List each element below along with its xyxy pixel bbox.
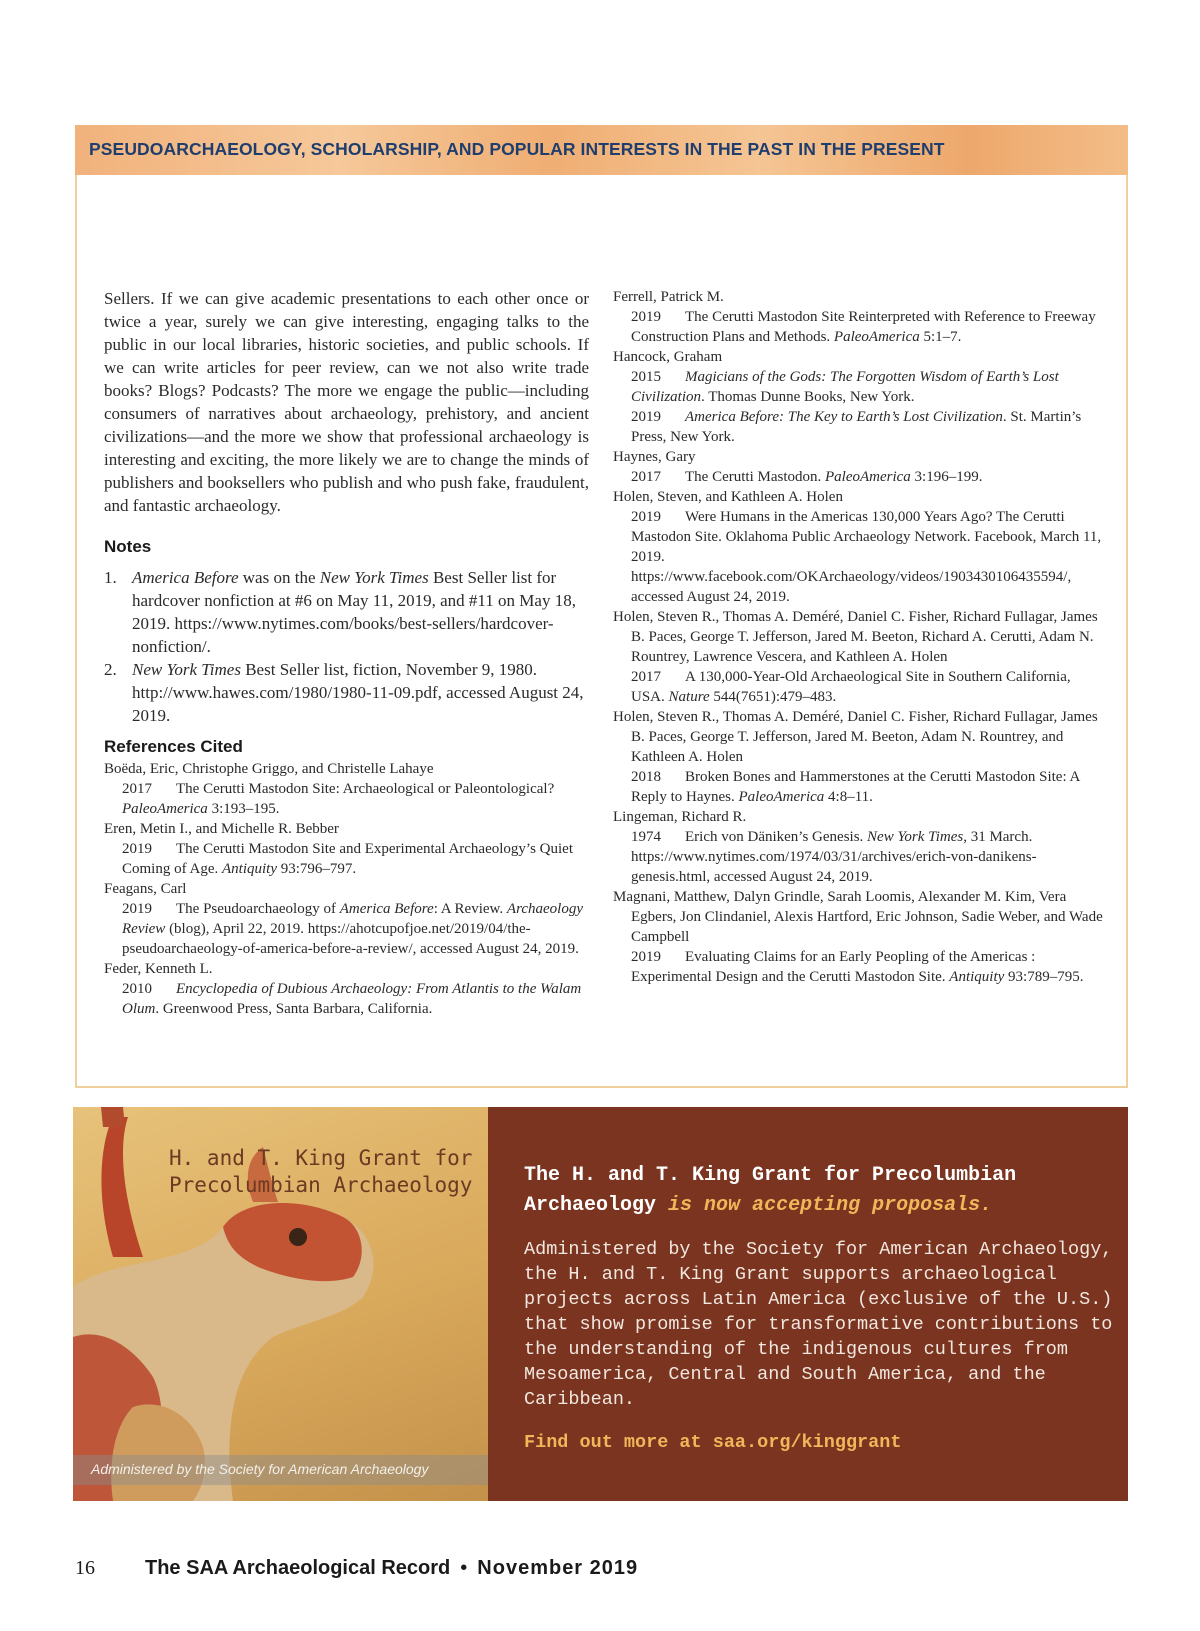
grant-ad-image — [73, 1107, 488, 1501]
section-banner — [75, 125, 1128, 175]
reference-link[interactable]: , 31 March. https://www.nytimes.com/1974/03/31/archives/erich-von-danikens-genesis.html, accessed August 24, 2019. — [631, 829, 1037, 885]
ad-image-caption: Administered by the Society for American Archaeology — [73, 1455, 488, 1485]
reference-item: Lingeman, Richard R. 1974 Erich von Däniken’s Genesis. New York Times, 31 March. https://www.nytimes.com/1974/03/31/archives/erich-von-danikens-genesis.html, accessed August 24, 2019. — [613, 809, 1037, 885]
section-title: PSEUDOARCHAEOLOGY, SCHOLARSHIP, AND POPULAR INTERESTS IN THE PAST IN THE PRESENT — [89, 139, 945, 159]
references-heading: References Cited — [104, 737, 243, 756]
reference-item: Haynes, Gary 2017 The Cerutti Mastodon. PaleoAmerica 3:196–199. — [613, 449, 983, 485]
journal-name: The SAA Archaeological Record — [145, 1557, 451, 1579]
page-number: 16 — [75, 1557, 95, 1579]
reference-item: Holen, Steven R., Thomas A. Deméré, Daniel C. Fisher, Richard Fullagar, James B. Paces, George T. Jefferson, Jared M. Beeton, Adam N. Rountrey, and Kathleen A. Holen 2018 Broken Bones and Hammerstones at the Cerutti Mastodon Site: A Reply to Haynes. PaleoAmerica 4:8–11. — [613, 709, 1098, 805]
footer-bullet: • — [460, 1557, 468, 1579]
note-item: 1. America Before was on the New York Times Best Seller list for hardcover nonfiction at #6 on May 11, 2019, and #11 on May 18, 2019. https://www.nytimes.com/books/best-sellers/hardcover-nonfiction/. — [104, 568, 576, 656]
ad-body-text: Administered by the Society for American Archaeology, the H. and T. King Grant supports archaeological projects across Latin America (exclusive of the U.S.) that show promise for transformative contributions to the understanding of the indigenous cultures from Mesoamerica, Central and South America, and the Caribbean. — [524, 1239, 1113, 1410]
ad-headline: The H. and T. King Grant for Precolumbian Archaeology is now accepting proposals. — [524, 1164, 1017, 1217]
page-footer — [75, 1557, 638, 1580]
notes-heading: Notes — [104, 537, 152, 556]
note-link[interactable]: Best Seller list, fiction, November 9, 1980. http://www.hawes.com/1980/1980-11-09.pdf, accessed August 24, 2019. — [132, 660, 584, 725]
body-paragraph: Sellers. If we can give academic presentations to each other once or twice a year, surely we can give interesting, engaging talks to the public in our local libraries, historic societies, and public schools. If we can write articles for peer review, can we not also write trade books? Blogs? Podcasts? The more we engage the public—including consumers of narratives about archaeology, prehistory, and ancient civilizations—and the more we show that professional archaeology is interesting and exciting, the more likely we are to change the minds of publishers and booksellers who publish and who push fake, fraudulent, and fantastic archaeology. — [104, 289, 589, 515]
reference-item: Magnani, Matthew, Dalyn Grindle, Sarah Loomis, Alexander M. Kim, Vera Egbers, Jon Clindaniel, Alexis Hartford, Eric Johnson, Sadie Weber, and Wade Campbell 2019 Evaluating Claims for an Early Peopling of the Americas : Experimental Design and the Cerutti Mastodon Site. Antiquity 93:789–795. — [613, 889, 1103, 985]
reference-item: Feder, Kenneth L. 2010 Encyclopedia of Dubious Archaeology: From Atlantis to the Walam Olum. Greenwood Press, Santa Barbara, California. — [104, 961, 582, 1017]
ad-headline-accent: is now accepting proposals. — [668, 1194, 993, 1217]
ad-link[interactable]: Find out more at saa.org/kinggrant — [524, 1432, 902, 1453]
notes-list — [104, 566, 589, 727]
references-list-left — [104, 759, 589, 1019]
note-item: 2. New York Times Best Seller list, fiction, November 9, 1980. http://www.hawes.com/1980/1980-11-09.pdf, accessed August 24, 2019. — [104, 660, 584, 725]
reference-link[interactable]: (blog), April 22, 2019. https://ahotcupofjoe.net/2019/04/the-pseudoarchaeology-of-america-before-a-review/, accessed August 24, 2019. — [122, 921, 579, 957]
reference-item: Boëda, Eric, Christophe Griggo, and Christelle Lahaye 2017 The Cerutti Mastodon Site: Archaeological or Paleontological? PaleoAmerica 3:193–195. — [104, 761, 555, 817]
reference-item: Ferrell, Patrick M. 2019 The Cerutti Mastodon Site Reinterpreted with Reference to Freeway Construction Plans and Methods. PaleoAmerica 5:1–7. — [613, 289, 1096, 345]
reference-item: Hancock, Graham 2015 Magicians of the Gods: The Forgotten Wisdom of Earth’s Lost Civilization. Thomas Dunne Books, New York. 2019 America Before: The Key to Earth’s Lost Civilization. St. Martin’s Press, New York. — [613, 349, 1082, 445]
issue-date: November 2019 — [477, 1557, 639, 1579]
reference-item: Holen, Steven, and Kathleen A. Holen 2019 Were Humans in the Americas 130,000 Years Ago? The Cerutti Mastodon Site. Oklahoma Public Archaeology Network. Facebook, March 11, 2019. https://www.facebook.com/OKArchaeology/videos/1903430106435594/, accessed August 24, 2019. — [613, 489, 1102, 605]
reference-item: Eren, Metin I., and Michelle R. Bebber 2019 The Cerutti Mastodon Site and Experimental Archaeology’s Quiet Coming of Age. Antiquity 93:796–797. — [104, 821, 573, 877]
reference-item: Holen, Steven R., Thomas A. Deméré, Daniel C. Fisher, Richard Fullagar, James B. Paces, George T. Jefferson, Jared M. Beeton, Richard A. Cerutti, Adam N. Rountrey, Lawrence Vescera, and Kathleen A. Holen 2017 A 130,000-Year-Old Archaeological Site in Southern California, USA. Nature 544(7651):479–483. — [613, 609, 1098, 705]
reference-link[interactable]: Were Humans in the Americas 130,000 Years Ago? The Cerutti Mastodon Site. Oklahoma Public Archaeology Network. Facebook, March 11, 2019. https://www.facebook.com/OKArchaeology/videos/1903430106435594/, accessed August 24, 2019. — [631, 509, 1102, 605]
note-link[interactable]: Best Seller list for hardcover nonfiction at #6 on May 11, 2019, and #11 on May 18, 2019. https://www.nytimes.com/books/best-sellers/hardcover-nonfiction/. — [132, 568, 576, 656]
right-column — [613, 287, 1103, 987]
ad-image-title: H. and T. King Grant for Precolumbian Archaeology — [169, 1146, 473, 1197]
grant-ad-text-panel — [488, 1107, 1128, 1501]
reference-item: Feagans, Carl 2019 The Pseudoarchaeology of America Before: A Review. Archaeology Review (blog), April 22, 2019. https://ahotcupofjoe.net/2019/04/the-pseudoarchaeology-of-america-before-a-review/, accessed August 24, 2019. — [104, 881, 583, 957]
left-column — [104, 287, 589, 1019]
